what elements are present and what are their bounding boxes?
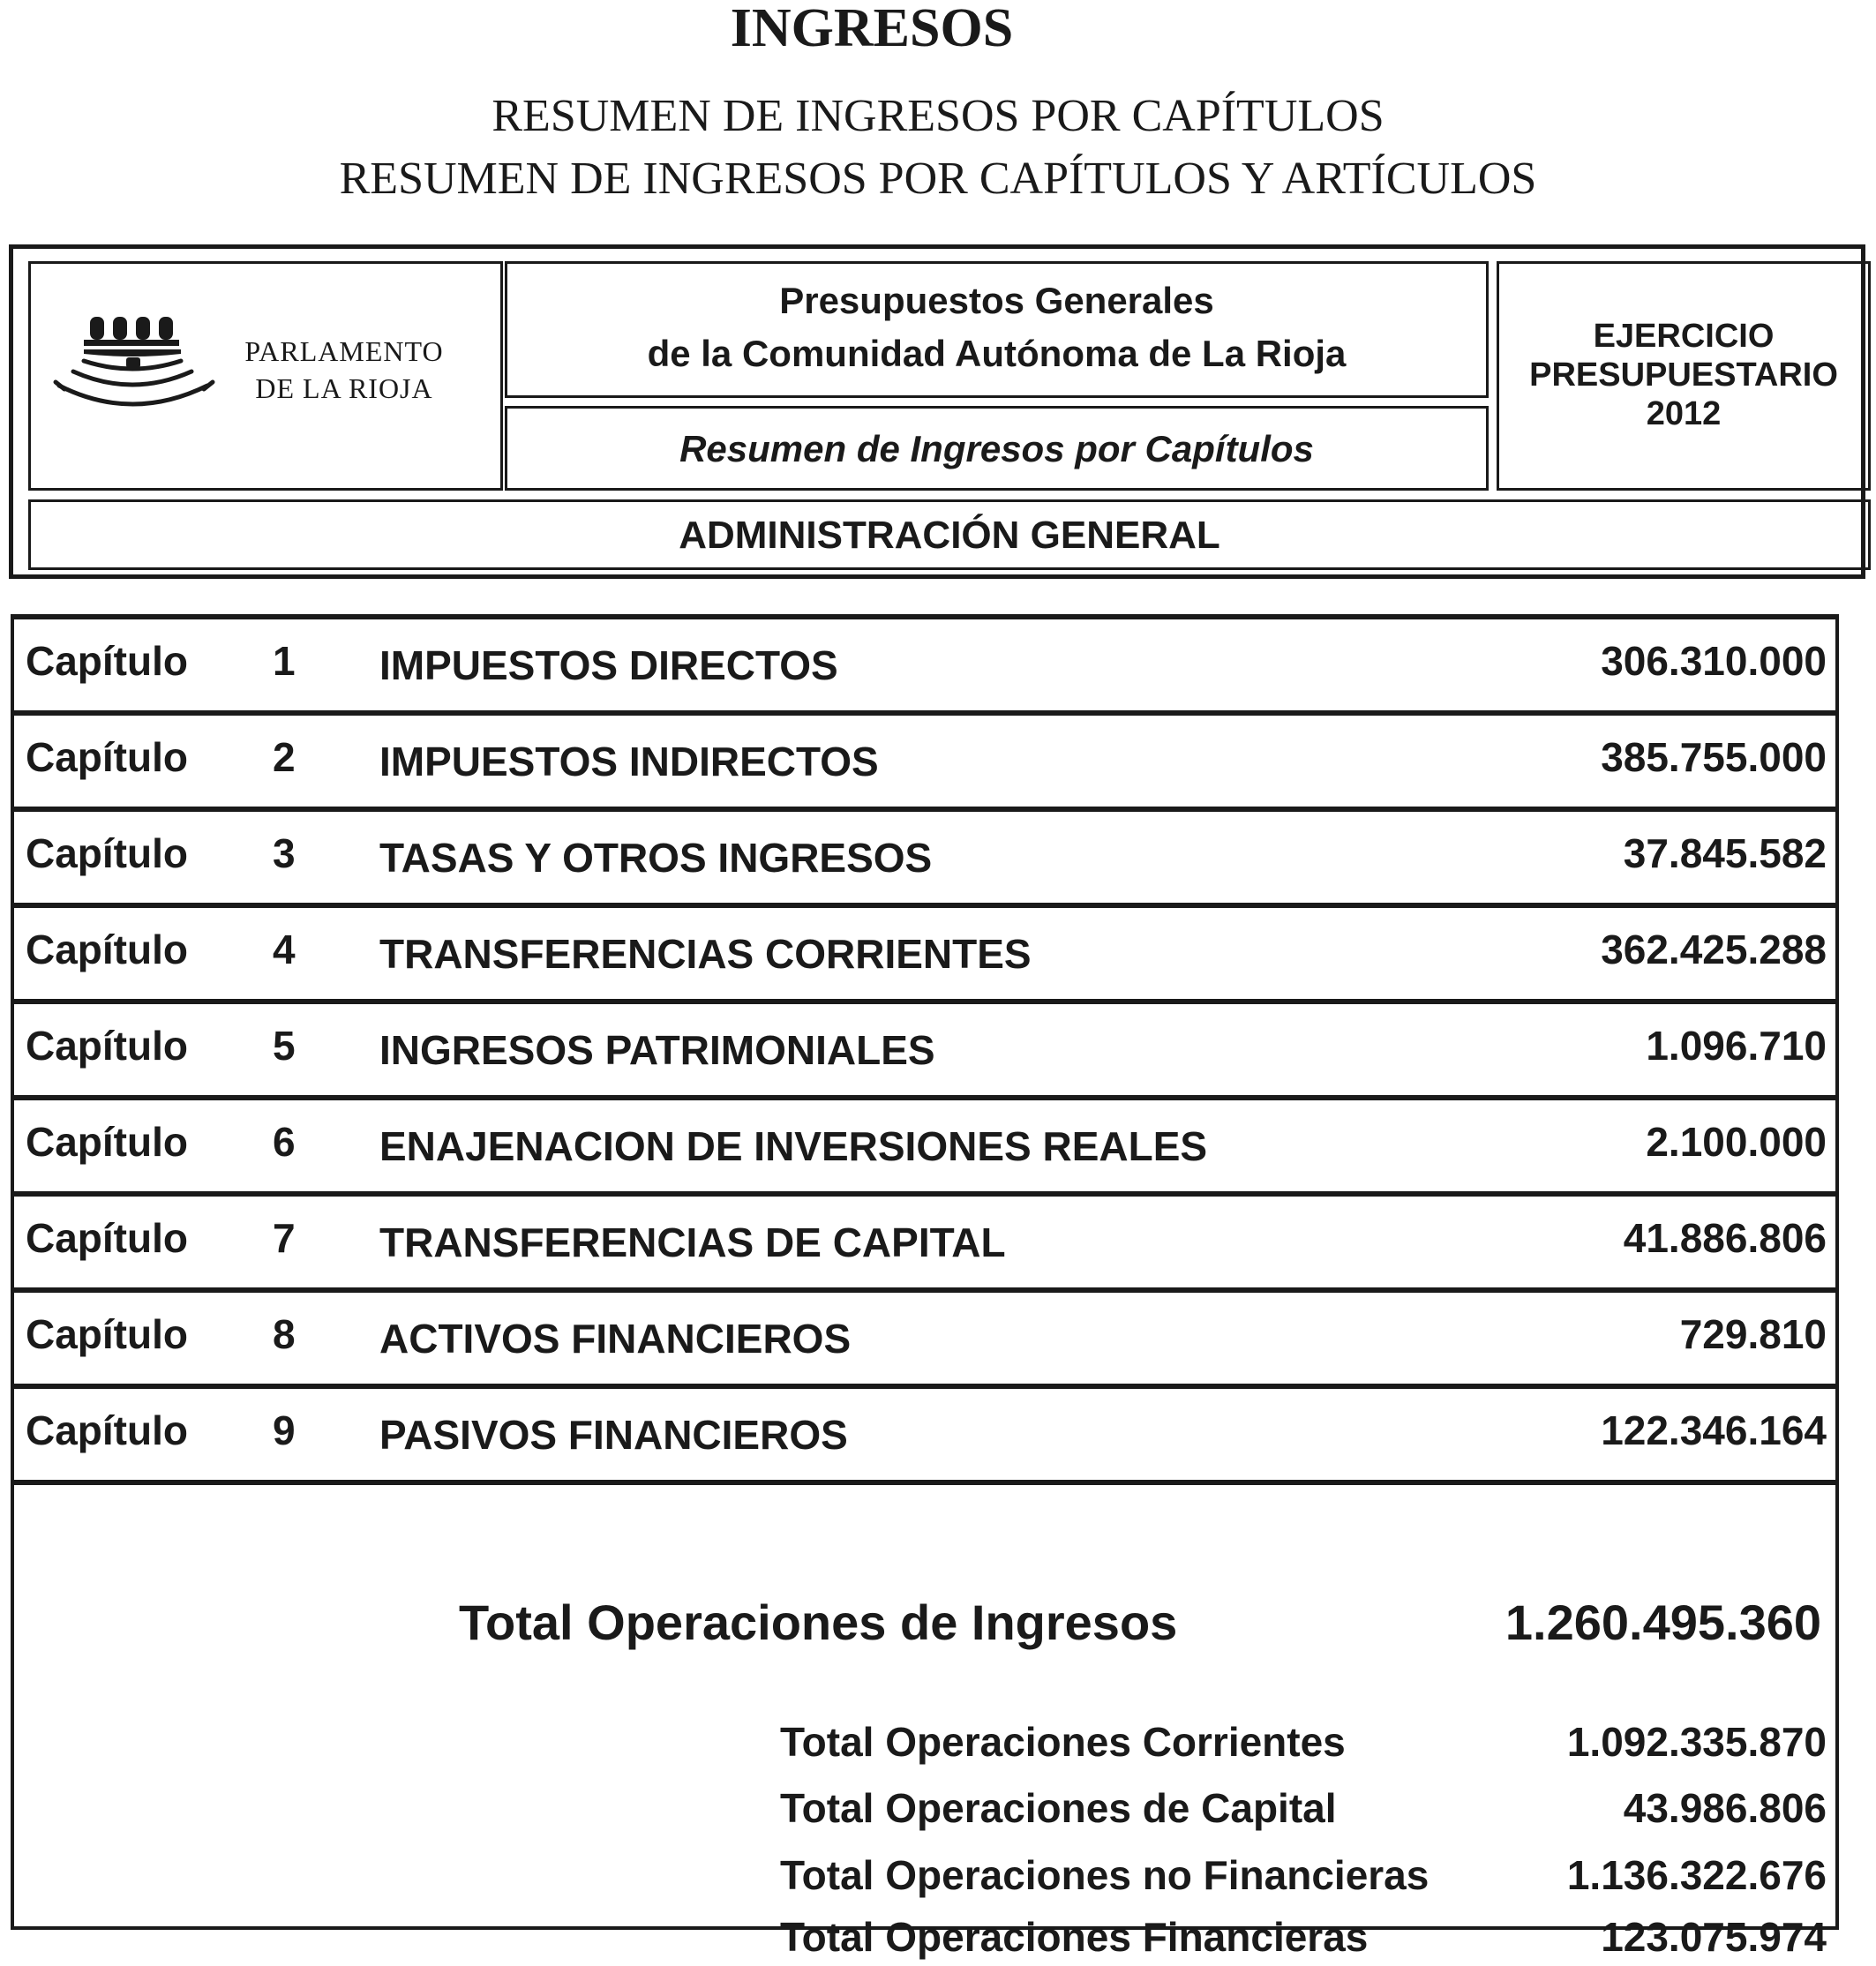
chapter-amount: 362.425.288 bbox=[1601, 927, 1827, 972]
table-row bbox=[14, 1004, 1835, 1100]
chapter-label: Capítulo bbox=[26, 734, 188, 780]
table-row bbox=[14, 908, 1835, 1004]
chapter-label: Capítulo bbox=[26, 927, 188, 972]
chapter-name: PASIVOS FINANCIEROS bbox=[379, 1412, 848, 1458]
chapter-number: 8 bbox=[273, 1311, 296, 1357]
total-value: 1.136.322.676 bbox=[1566, 1852, 1827, 1898]
chapter-amount: 41.886.806 bbox=[1623, 1215, 1827, 1261]
chapter-number: 1 bbox=[273, 638, 296, 684]
table-row bbox=[14, 619, 1835, 716]
total-label: Total Operaciones no Financieras bbox=[780, 1852, 1430, 1898]
page-subtitle-1: RESUMEN DE INGRESOS POR CAPÍTULOS bbox=[492, 91, 1384, 141]
chapter-amount: 385.755.000 bbox=[1601, 734, 1827, 780]
chapter-number: 6 bbox=[273, 1119, 296, 1165]
summary-subtitle-box bbox=[505, 406, 1489, 491]
table-row bbox=[14, 1100, 1835, 1197]
chapter-number: 9 bbox=[273, 1407, 296, 1453]
parliament-seal-icon bbox=[49, 308, 225, 431]
document-header bbox=[9, 244, 1865, 579]
chapter-number: 3 bbox=[273, 830, 296, 876]
institution-name-line1: PARLAMENTO bbox=[244, 335, 444, 367]
chapter-number: 7 bbox=[273, 1215, 296, 1261]
chapter-number: 4 bbox=[273, 927, 296, 972]
total-ingresos-label: Total Operaciones de Ingresos bbox=[459, 1595, 1178, 1650]
chapter-name: ACTIVOS FINANCIEROS bbox=[379, 1316, 852, 1362]
chapter-label: Capítulo bbox=[26, 1311, 188, 1357]
budget-title-line1: Presupuestos Generales bbox=[779, 280, 1214, 321]
chapter-amount: 1.096.710 bbox=[1646, 1023, 1827, 1069]
chapter-name: ENAJENACION DE INVERSIONES REALES bbox=[379, 1123, 1208, 1169]
chapter-number: 5 bbox=[273, 1023, 296, 1069]
total-row bbox=[780, 1913, 1827, 1966]
section-box bbox=[28, 499, 1871, 570]
chapter-amount: 729.810 bbox=[1679, 1311, 1827, 1357]
chapter-label: Capítulo bbox=[26, 1119, 188, 1165]
chapter-label: Capítulo bbox=[26, 1215, 188, 1261]
table-row bbox=[14, 1389, 1835, 1485]
chapter-label: Capítulo bbox=[26, 830, 188, 876]
table-row bbox=[14, 812, 1835, 908]
budget-title-line2: de la Comunidad Autónoma de La Rioja bbox=[647, 333, 1347, 374]
table-row bbox=[14, 1197, 1835, 1293]
chapter-amount: 306.310.000 bbox=[1601, 638, 1827, 684]
chapters-table bbox=[11, 614, 1839, 1960]
institution-name-line2: DE LA RIOJA bbox=[255, 372, 433, 404]
total-label: Total Operaciones de Capital bbox=[780, 1785, 1337, 1831]
chapter-amount: 122.346.164 bbox=[1601, 1407, 1827, 1453]
total-label: Total Operaciones Corrientes bbox=[780, 1719, 1346, 1765]
exercise-line2: PRESUPUESTARIO bbox=[1529, 356, 1838, 394]
page-title: INGRESOS bbox=[730, 0, 1014, 58]
exercise-box bbox=[1497, 261, 1871, 491]
chapter-name: TASAS Y OTROS INGRESOS bbox=[379, 835, 933, 881]
chapter-name: IMPUESTOS DIRECTOS bbox=[379, 642, 838, 688]
table-row bbox=[14, 1293, 1835, 1389]
total-value: 43.986.806 bbox=[1623, 1785, 1827, 1831]
budget-title-box bbox=[505, 261, 1489, 398]
chapter-label: Capítulo bbox=[26, 1407, 188, 1453]
total-value: 1.092.335.870 bbox=[1566, 1719, 1827, 1765]
exercise-year: 2012 bbox=[1646, 395, 1722, 432]
chapter-label: Capítulo bbox=[26, 638, 188, 684]
totals-section bbox=[14, 1557, 1835, 1960]
summary-subtitle: Resumen de Ingresos por Capítulos bbox=[679, 428, 1314, 469]
chapter-name: INGRESOS PATRIMONIALES bbox=[379, 1027, 935, 1073]
table-row bbox=[14, 716, 1835, 812]
total-row bbox=[780, 1718, 1827, 1771]
chapter-name: IMPUESTOS INDIRECTOS bbox=[379, 739, 879, 784]
section-title: ADMINISTRACIÓN GENERAL bbox=[679, 514, 1220, 557]
chapter-amount: 2.100.000 bbox=[1646, 1119, 1827, 1165]
chapter-amount: 37.845.582 bbox=[1623, 830, 1827, 876]
total-value: 123.075.974 bbox=[1601, 1914, 1827, 1960]
total-row bbox=[780, 1784, 1827, 1837]
total-label: Total Operaciones Financieras bbox=[780, 1914, 1369, 1960]
institution-box bbox=[28, 261, 503, 491]
total-ingresos-value: 1.260.495.360 bbox=[1505, 1595, 1821, 1650]
chapter-name: TRANSFERENCIAS DE CAPITAL bbox=[379, 1219, 1006, 1265]
total-row bbox=[780, 1851, 1827, 1904]
page-subtitle-2: RESUMEN DE INGRESOS POR CAPÍTULOS Y ARTÍCULOS bbox=[339, 154, 1537, 204]
chapter-name: TRANSFERENCIAS CORRIENTES bbox=[379, 931, 1032, 977]
exercise-line1: EJERCICIO bbox=[1593, 318, 1775, 355]
chapter-number: 2 bbox=[273, 734, 296, 780]
chapter-label: Capítulo bbox=[26, 1023, 188, 1069]
